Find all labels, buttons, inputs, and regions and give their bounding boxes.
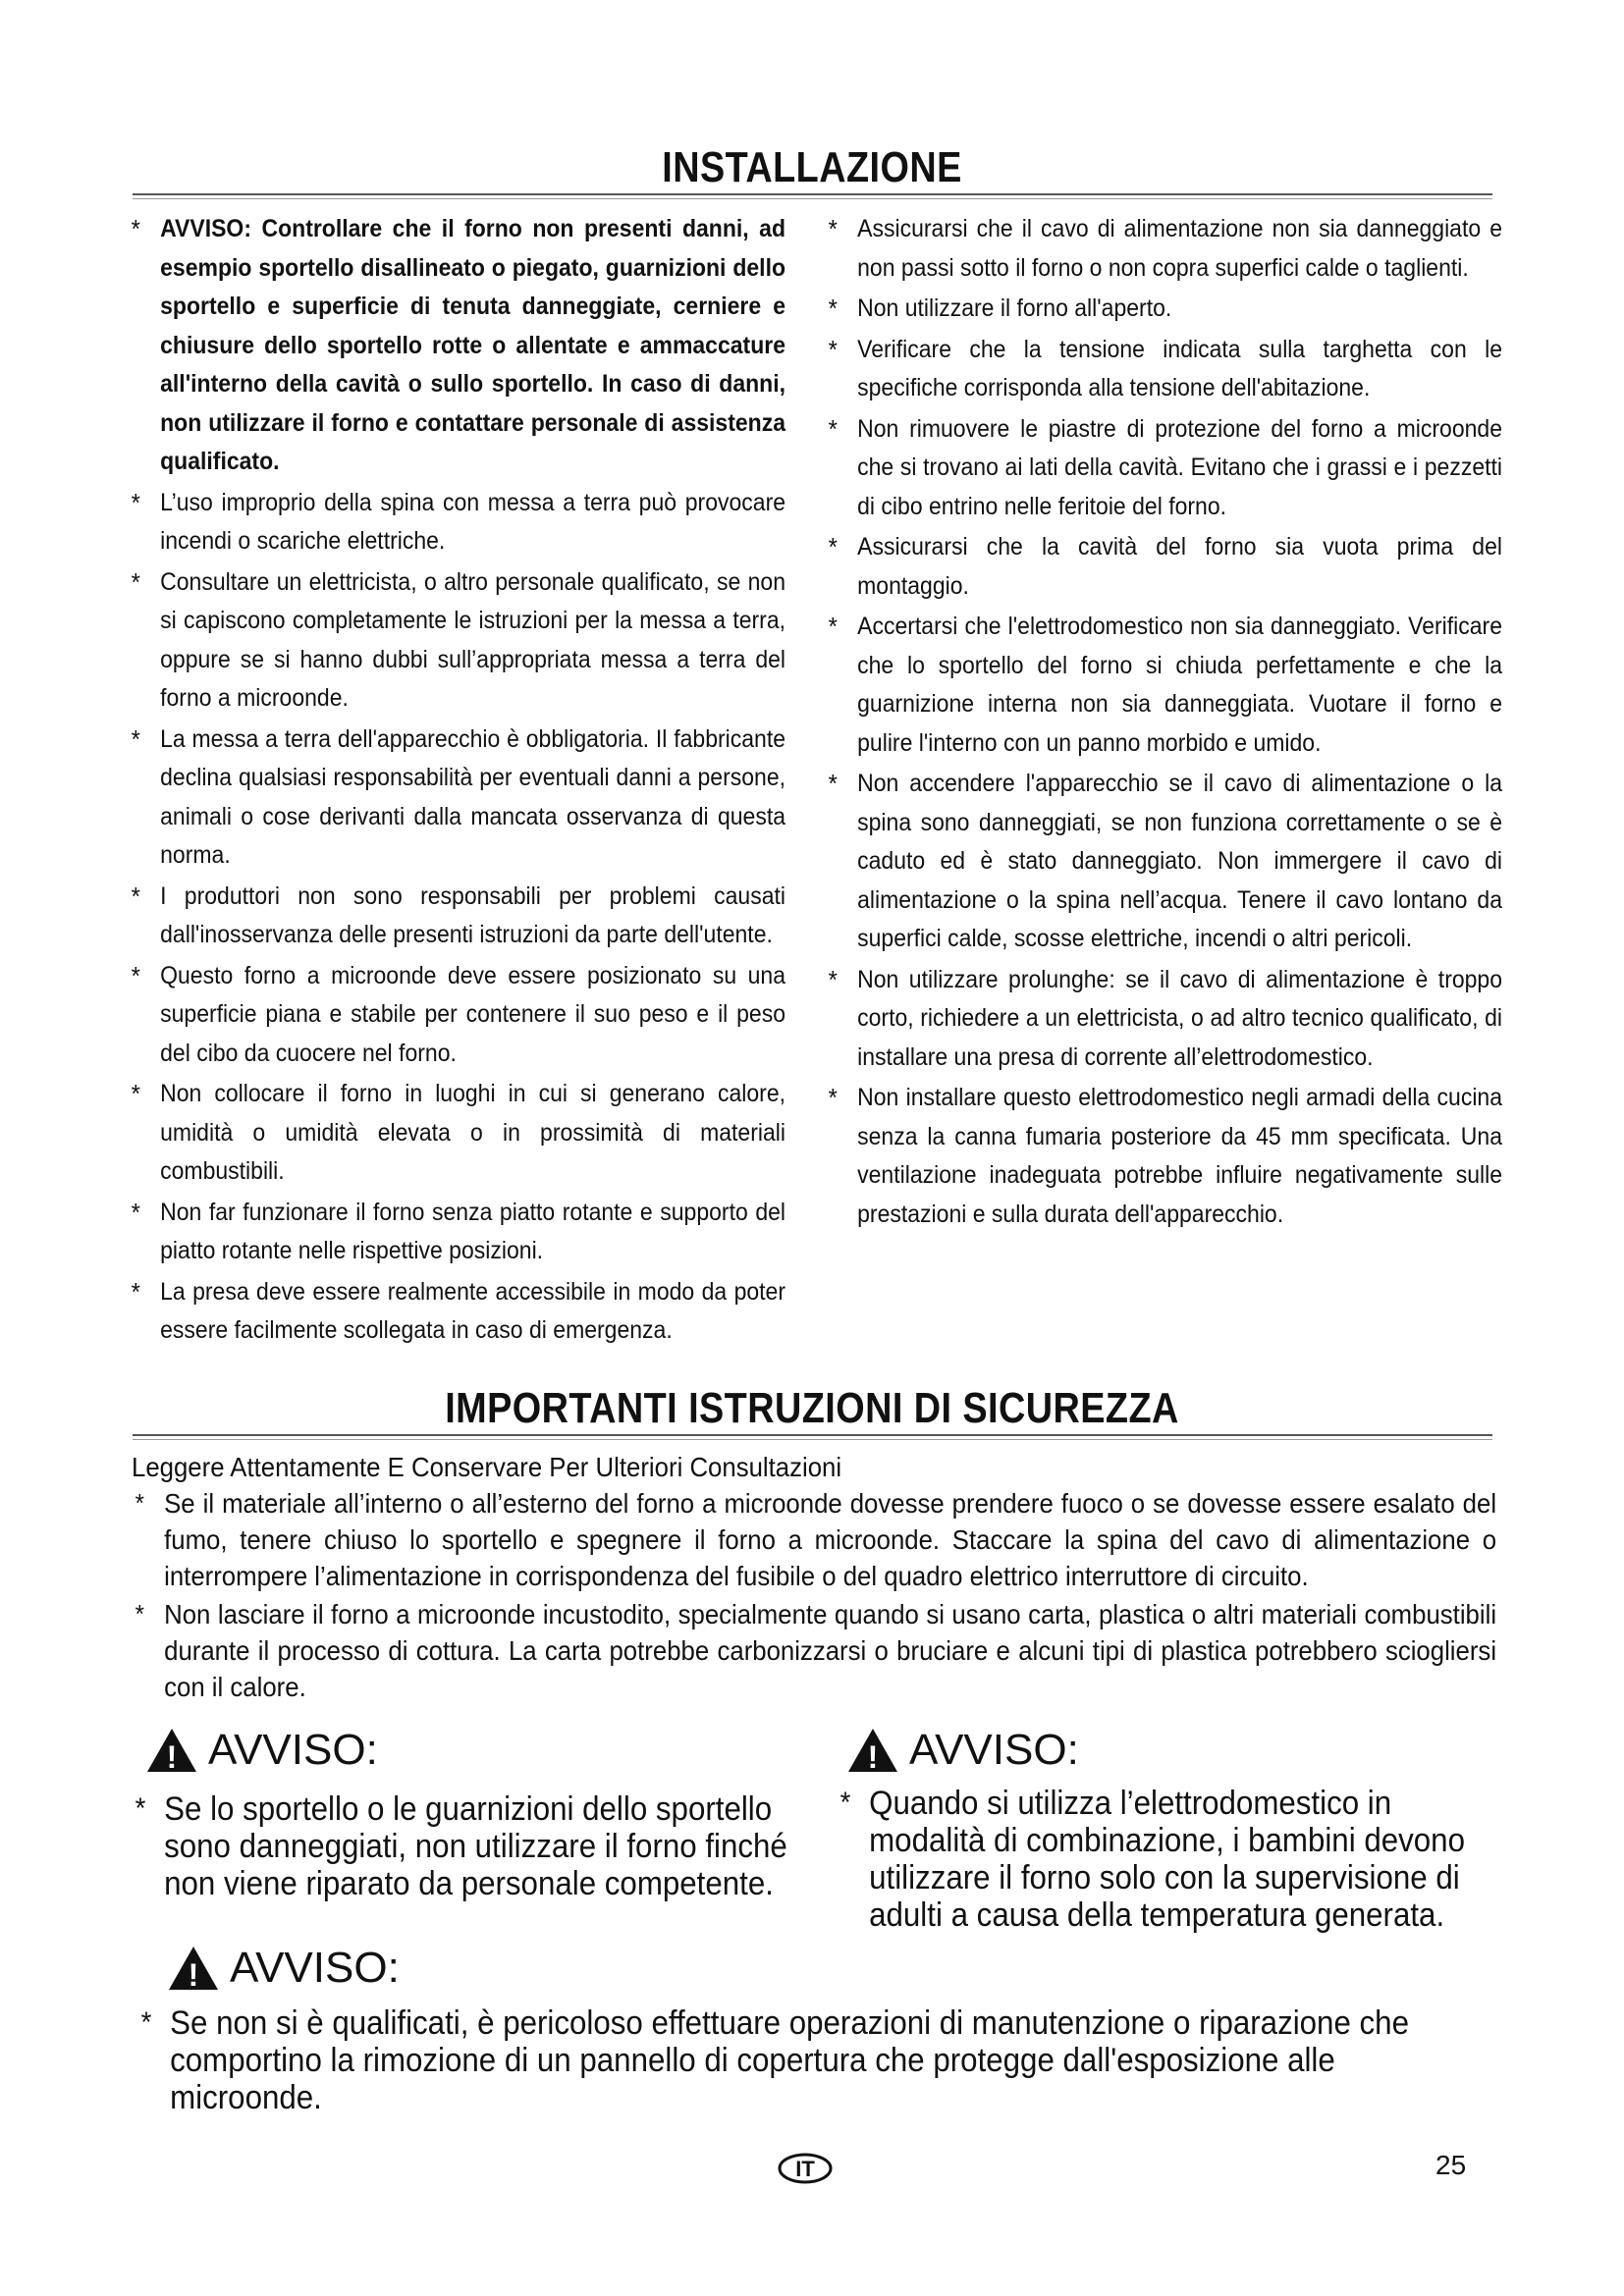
- bullet-star: *: [131, 1079, 140, 1108]
- bullet-star: *: [135, 1488, 144, 1518]
- svg-text:!: !: [188, 1957, 199, 1992]
- warning-heading: [846, 1726, 1079, 1775]
- section-title-installazione: INSTALLAZIONE: [662, 143, 962, 191]
- list-item: * Accertarsi che l'elettrodomestico non sia danneggiato. Verificare che lo sportello del forno si chiuda perfettamente e che la guarnizione interna non sia danneggiata. Vuotare il forno e pulire l'interno con un panno morbido e umido.: [825, 608, 1502, 763]
- warning-label: AVVISO:: [230, 1944, 400, 1992]
- bullet-star: *: [140, 2006, 152, 2039]
- warning-item: * Se non si è qualificati, è pericoloso effettuare operazioni di manutenzione o riparazione che comportino la rimozione di un pannello di copertura che protegge dall'esposizione alle microonde.: [140, 2004, 1409, 2116]
- list-item: * Non accendere l'apparecchio se il cavo di alimentazione o la spina sono danneggiati, se non funziona correttamente o se è caduto ed è stato danneggiato. Non immergere il cavo di alimentazione o la spina nell’acqua. Tenere il cavo lontano da superfici calde, scosse elettriche, incendi o altri pericoli.: [825, 765, 1502, 959]
- list-item: * I produttori non sono responsabili per problemi causati dall'inosservanza delle presenti istruzioni da parte dell'utente.: [128, 878, 785, 955]
- list-item: * La messa a terra dell'apparecchio è obbligatoria. Il fabbricante declina qualsiasi responsabilità per eventuali danni a persone, animali o cose derivanti dalla mancata osservanza di questa norma.: [128, 721, 785, 876]
- list-item: * L’uso improprio della spina con messa a terra può provocare incendi o scariche elettriche.: [128, 484, 785, 561]
- bullet-star: *: [131, 1276, 140, 1307]
- list-item: * Non utilizzare prolunghe: se il cavo di alimentazione è troppo corto, richiedere a un elettricista, o ad altro tecnico qualificato, di installare una presa di corrente all’elettrodomestico.: [825, 961, 1502, 1078]
- bullet-star: *: [131, 566, 140, 597]
- list-item: * Assicurarsi che la cavità del forno sia vuota prima del montaggio.: [825, 528, 1502, 606]
- warning-item: * Se lo sportello o le guarnizioni dello sportello sono danneggiati, non utilizzare il forno finché non viene riparato da personale competente.: [135, 1790, 787, 1902]
- list-item: * Non far funzionare il forno senza piatto rotante e supporto del piatto rotante nelle rispettive posizioni.: [128, 1194, 785, 1271]
- bullet-star: *: [828, 413, 838, 444]
- list-item: * AVVISO: Controllare che il forno non presenti danni, ad esempio sportello disallineato o piegato, guarnizioni dello sportello e superficie di tenuta danneggiate, cerniere e chiusure dello sportello rotte o allentate e ammaccature all'interno della cavità o sullo sportello. In caso di danni, non utilizzare il forno e contattare personale di assistenza qualificato.: [128, 210, 785, 482]
- title-rule: [133, 193, 1492, 199]
- section-title-sicurezza: IMPORTANTI ISTRUZIONI DI SICUREZZA: [445, 1384, 1179, 1432]
- svg-text:!: !: [166, 1739, 178, 1774]
- warning-heading: [145, 1726, 378, 1775]
- warning-label: AVVISO:: [208, 1726, 378, 1774]
- warning-text-block: [837, 1785, 1485, 1936]
- bullet-star: *: [828, 294, 838, 323]
- bullet-star: *: [828, 769, 838, 798]
- bullet-star: *: [828, 214, 838, 243]
- warning-heading: [167, 1944, 400, 1993]
- list-item: * Assicurarsi che il cavo di alimentazione non sia danneggiato e non passi sotto il forno o non copra superfici calde o taglienti.: [825, 210, 1502, 288]
- list-item: * Non installare questo elettrodomestico negli armadi della cucina senza la canna fumaria posteriore da 45 mm specificata. Una ventilazione inadeguata potrebbe influire negativamente sulle prestazioni e sulla durata dell'apparecchio.: [825, 1079, 1502, 1234]
- list-item: * Non lasciare il forno a microonde incustodito, specialmente quando si usano carta, plastica o altri materiali combustibili durante il processo di cottura. La carta potrebbe carbonizzarsi o bruciare e alcuni tipi di plastica potrebbero sciogliersi con il calore.: [132, 1596, 1496, 1705]
- list-item: * La presa deve essere realmente accessibile in modo da poter essere facilmente scollegata in caso di emergenza.: [128, 1273, 785, 1351]
- warning-triangle-icon: [846, 1727, 899, 1774]
- list-item: * Se il materiale all’interno o all’esterno del forno a microonde dovesse prendere fuoco o se dovesse essere esalato del fumo, tenere chiuso lo sportello e spegnere il forno a microonde. Staccare la spina del cavo di alimentazione o interrompere l’alimentazione in corrispondenza del fusibile o del quadro elettrico interruttore di circuito.: [132, 1485, 1496, 1594]
- bullet-star: *: [828, 532, 838, 561]
- bullet-star: *: [131, 214, 140, 243]
- list-item: * Consultare un elettricista, o altro personale qualificato, se non si capiscono completamente le istruzioni per la messa a terra, oppure se si hanno dubbi sull’appropriata messa a terra del forno a microonde.: [128, 563, 785, 719]
- intro-line: Leggere Attentamente E Conservare Per Ulteriori Consultazioni: [132, 1452, 842, 1482]
- installation-right-column: [825, 210, 1502, 1236]
- bullet-star: *: [828, 1083, 838, 1112]
- svg-text:!: !: [867, 1739, 879, 1774]
- title-rule: [133, 1434, 1492, 1440]
- list-item: * Verificare che la tensione indicata sulla targhetta con le specifiche corrisponda alla tensione dell'abitazione.: [825, 331, 1502, 408]
- warning-label: AVVISO:: [909, 1726, 1079, 1774]
- language-badge-icon: [777, 2152, 834, 2185]
- bullet-star: *: [828, 964, 838, 994]
- warning-text-block: [137, 2004, 1492, 2118]
- bullet-star: *: [131, 487, 140, 517]
- svg-text:IT: IT: [795, 2157, 815, 2181]
- warning-text-block: [132, 1790, 799, 1904]
- list-item: * Questo forno a microonde deve essere posizionato su una superficie piana e stabile per contenere il suo peso e il peso del cibo da cuocere nel forno.: [128, 957, 785, 1074]
- bullet-star: *: [131, 881, 140, 911]
- list-item: * Non utilizzare il forno all'aperto.: [825, 290, 1502, 329]
- safety-instructions: [132, 1449, 1496, 1707]
- list-item: * Non collocare il forno in luoghi in cui si generano calore, umidità o umidità elevata o in prossimità di materiali combustibili.: [128, 1075, 785, 1192]
- bullet-star: *: [828, 334, 838, 364]
- installation-left-column: [128, 210, 785, 1353]
- bullet-star: *: [135, 1599, 144, 1629]
- page-number: 25: [1435, 2150, 1467, 2180]
- bullet-star: *: [135, 1792, 146, 1825]
- list-item: * Non rimuovere le piastre di protezione del forno a microonde che si trovano ai lati della cavità. Evitano che i grassi e i pezzetti di cibo entrino nelle feritoie del forno.: [825, 410, 1502, 527]
- warning-triangle-icon: [145, 1727, 198, 1774]
- warning-item: * Quando si utilizza l’elettrodomestico in modalità di combinazione, i bambini devono utilizzare il forno solo con la supervisione di adulti a causa della temperatura generata.: [839, 1785, 1465, 1934]
- warning-triangle-icon: [167, 1945, 220, 1992]
- bullet-star: *: [839, 1787, 851, 1819]
- bullet-star: *: [131, 723, 140, 754]
- bullet-star: *: [131, 1197, 140, 1227]
- bullet-star: *: [828, 612, 838, 641]
- bullet-star: *: [131, 960, 140, 990]
